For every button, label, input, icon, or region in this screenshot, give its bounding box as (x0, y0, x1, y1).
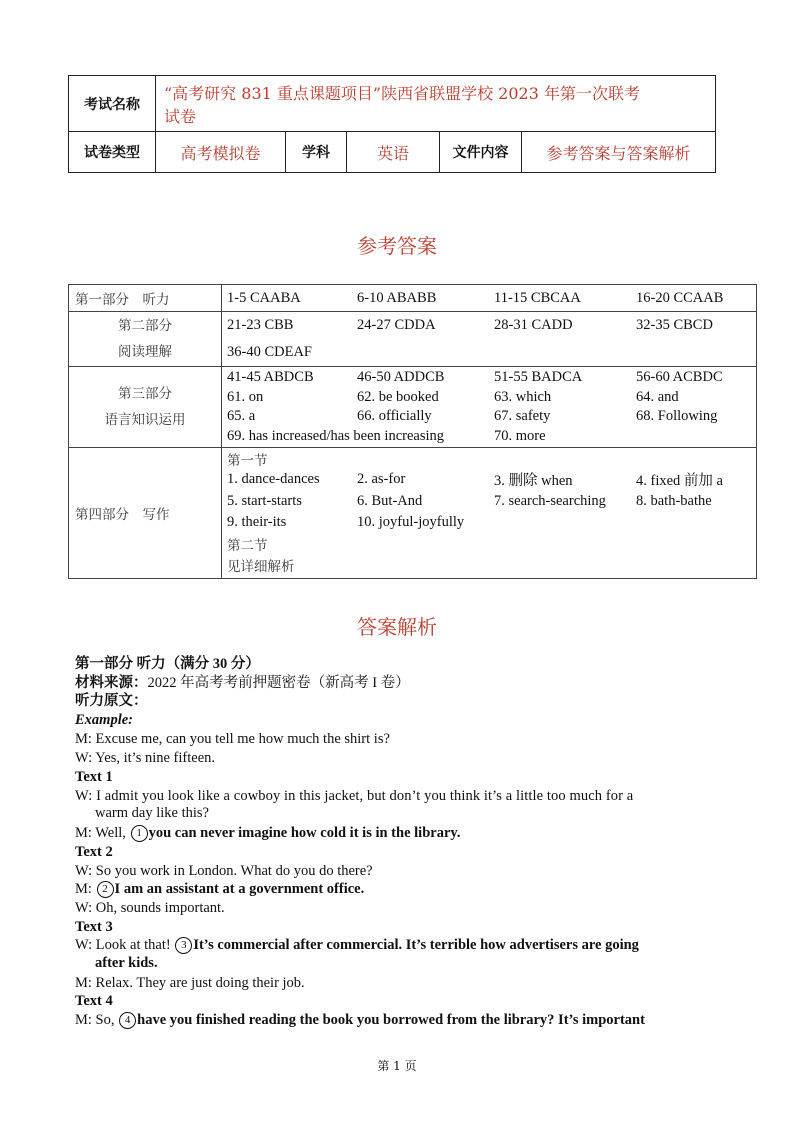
answer-cell: 69. has increased/has been increasing (227, 427, 445, 444)
speaker: M: (75, 881, 96, 897)
exam-name-value (156, 76, 716, 132)
dialog-line (75, 824, 460, 843)
speaker: W: Look at that! (75, 937, 175, 953)
correction-cell: 1. dance-dances (227, 471, 320, 488)
exam-name-line2: 试卷 (164, 106, 197, 126)
exam-name-line1: “高考研究 831 重点课题项目”陕西省联盟学校 2023 年第一次联考 (164, 83, 640, 103)
dialog-line (75, 936, 639, 955)
part1-label: 第一部分 听力 (69, 285, 222, 312)
subject-value: 英语 (347, 132, 440, 173)
text1-label: Text 1 (75, 769, 113, 785)
answer-cell: 68. Following (636, 408, 718, 425)
answer-cell: 24-27 CDDA (357, 317, 436, 333)
answer-cell: 67. safety (494, 408, 551, 425)
page-footer (0, 1057, 794, 1074)
dialog-line (75, 1011, 645, 1030)
answer-cell: 61. on (227, 388, 264, 405)
key-sentence: you can never imagine how cold it is in the library. (148, 825, 461, 841)
correction-cell: 2. as-for (357, 471, 406, 488)
correction-cell: 3. 删除 when (494, 473, 573, 490)
paper-type-value: 高考模拟卷 (156, 132, 286, 173)
part3-row (69, 367, 757, 448)
section-two-label: 第二节 (227, 538, 268, 554)
dialog-line (75, 880, 364, 899)
correction-cell: 7. search-searching (494, 492, 606, 509)
dialog-line: W: So you work in London. What do you do there? (75, 863, 373, 879)
answer-cell: 21-23 CBB (227, 317, 294, 333)
part4-row (69, 448, 757, 579)
part2-row (69, 312, 757, 367)
key-sentence: It’s commercial after commercial. It’s terrible how advertisers are going (193, 937, 639, 953)
number-circle: 1 (131, 825, 148, 842)
number-circle: 2 (97, 881, 114, 898)
exam-info-table (68, 75, 716, 173)
key-sentence: I am an assistant at a government office. (114, 881, 365, 897)
part3-label: 第三部分 (118, 386, 172, 402)
answer-cell: 56-60 ACBDC (636, 369, 723, 386)
answer-cell: 66. officially (357, 408, 432, 425)
answer-cell: 32-35 CBCD (636, 317, 713, 333)
answer-cell: 62. be booked (357, 388, 439, 405)
page-number: 1 (393, 1059, 401, 1073)
number-circle: 3 (175, 937, 192, 954)
number-circle: 4 (119, 1012, 136, 1029)
source-line (75, 674, 410, 693)
answer-cell: 51-55 BADCA (494, 369, 583, 386)
paper-type-label: 试卷类型 (69, 132, 156, 173)
answer-cell: 16-20 CCAAB (636, 289, 724, 306)
answer-cell: 36-40 CDEAF (227, 344, 312, 360)
file-content-label: 文件内容 (440, 132, 522, 173)
key-sentence: have you finished reading the book you borrowed from the library? It’s important (137, 1012, 645, 1028)
answer-cell: 70. more (494, 427, 546, 444)
answer-cell: 6-10 ABABB (357, 289, 437, 306)
text4-label: Text 4 (75, 993, 113, 1009)
exam-name-label: 考试名称 (69, 76, 156, 132)
text2-label: Text 2 (75, 844, 113, 860)
speaker: M: So, (75, 1012, 119, 1028)
dialog-line: W: I admit you look like a cowboy in this jacket, but don’t you think it’s a little too much for a (75, 788, 634, 804)
answer-cell: 28-31 CADD (494, 317, 573, 333)
correction-cell: 9. their-its (227, 514, 287, 531)
correction-cell: 10. joyful-joyfully (357, 514, 465, 531)
correction-cell: 5. start-starts (227, 492, 302, 509)
part2-sublabel: 阅读理解 (118, 344, 172, 360)
subject-label: 学科 (286, 132, 347, 173)
text3-label: Text 3 (75, 919, 113, 935)
dialog-line-cont: after kids. (95, 955, 158, 971)
answer-cell: 41-45 ABDCB (227, 369, 314, 386)
part4-label: 第四部分 写作 (69, 448, 222, 579)
dialog-line: W: Yes, it’s nine fifteen. (75, 750, 216, 766)
file-content-value: 参考答案与答案解析 (522, 132, 716, 173)
section-one-label: 第一节 (227, 452, 268, 469)
answers-title: 参考答案 (357, 234, 437, 258)
part2-label: 第二部分 (118, 318, 172, 334)
source-value: 2022 年高考考前押题密卷（新高考 I 卷） (147, 675, 410, 691)
correction-cell: 8. bath-bathe (636, 492, 712, 509)
correction-cell: 6. But-And (357, 492, 423, 509)
part-heading: 第一部分 听力（满分 30 分） (75, 656, 260, 672)
correction-cell: 4. fixed 前加 a (636, 473, 723, 490)
section-two-text: 见详细解析 (227, 559, 295, 575)
original-label: 听力原文： (75, 693, 148, 709)
dialog-line: M: Excuse me, can you tell me how much the shirt is? (75, 731, 390, 747)
answer-key-table (68, 284, 757, 579)
dialog-line: M: Relax. They are just doing their job. (75, 975, 305, 991)
part3-sublabel: 语言知识运用 (104, 412, 186, 428)
source-label: 材料来源： (75, 675, 148, 691)
answer-cell: 46-50 ADDCB (357, 369, 445, 386)
answer-cell: 63. which (494, 388, 552, 405)
speaker: M: Well, (75, 825, 130, 841)
page-label-pre: 第 (377, 1059, 390, 1073)
analysis-title: 答案解析 (357, 615, 437, 639)
page-label-post: 页 (404, 1059, 417, 1073)
answer-cell: 1-5 CAABA (227, 289, 301, 306)
dialog-line-cont: warm day like this? (95, 805, 209, 821)
answer-cell: 64. and (636, 388, 679, 405)
dialog-line: W: Oh, sounds important. (75, 900, 225, 916)
example-label: Example: (75, 712, 133, 728)
answer-cell: 11-15 CBCAA (494, 289, 581, 306)
answer-cell: 65. a (227, 408, 256, 425)
part1-row (69, 285, 757, 312)
